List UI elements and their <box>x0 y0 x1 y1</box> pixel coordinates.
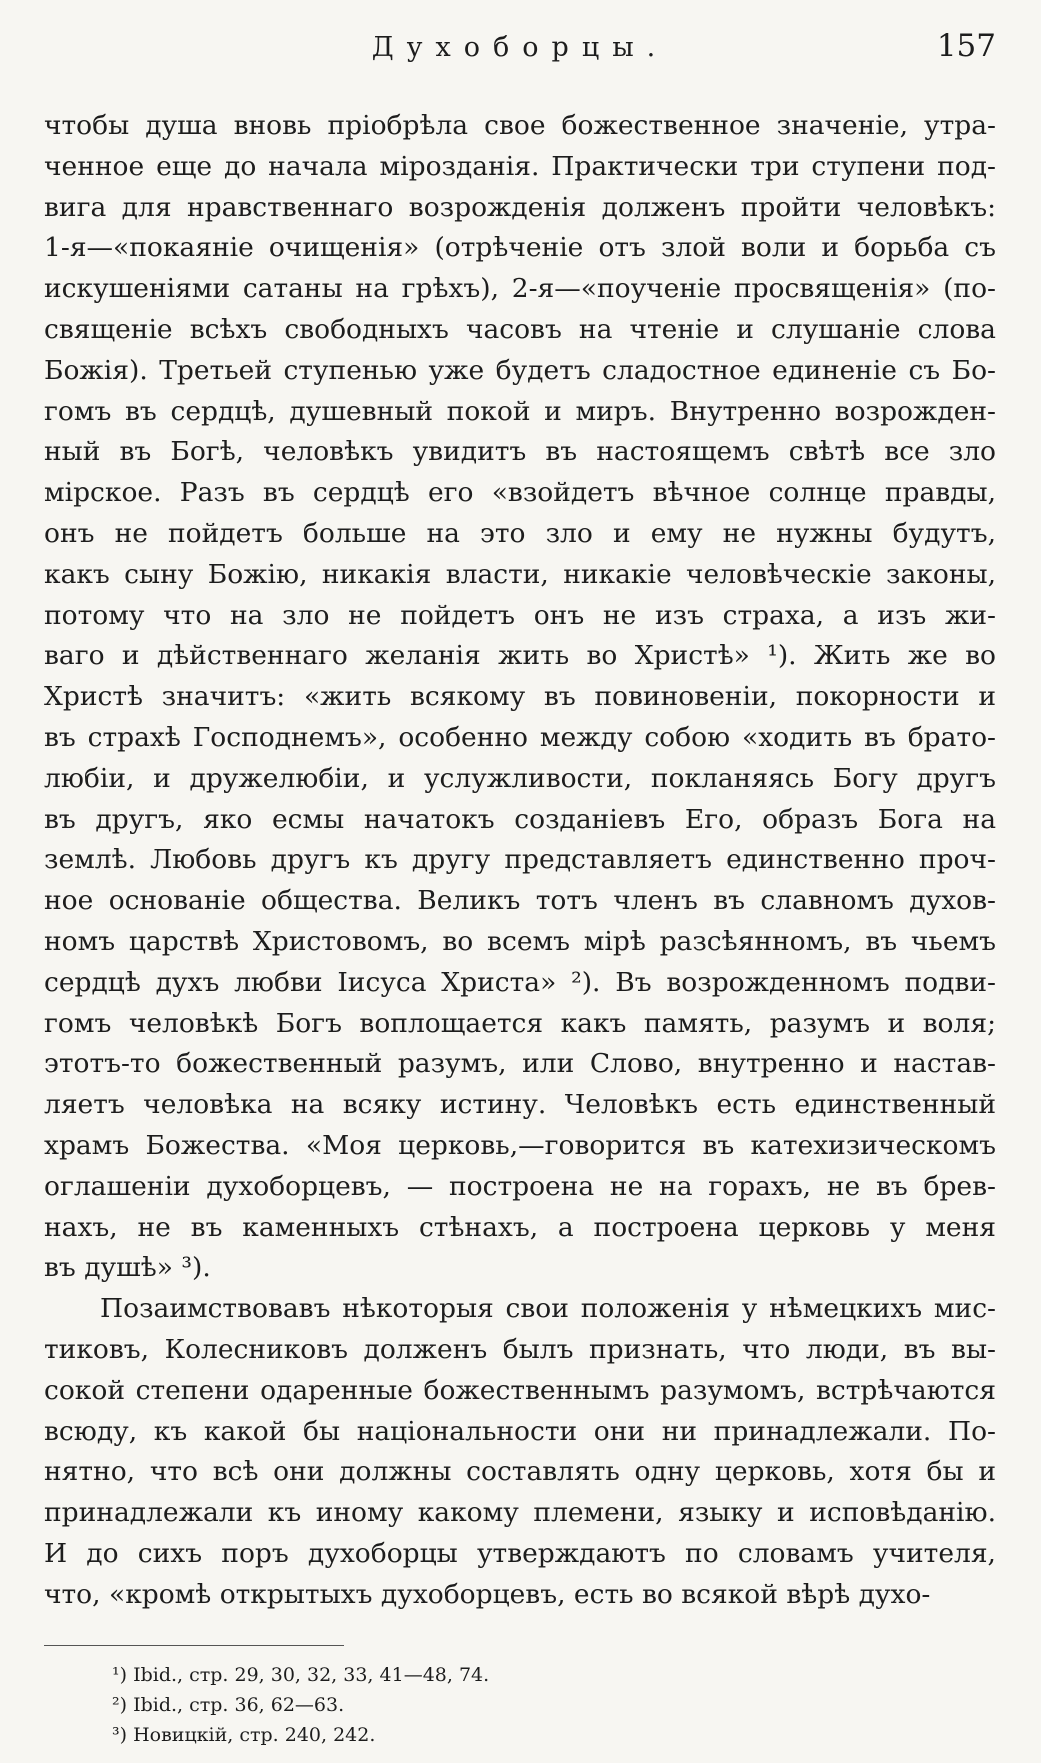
text-line: ляетъ человѣка на всяку истину. Человѣкъ есть единственный <box>44 1089 996 1121</box>
footnote-divider <box>44 1645 344 1646</box>
text-line: чтобы душа вновь пріобрѣла свое божественное значеніе, утра- <box>44 110 996 141</box>
footnote: ¹) Ibid., стр. 29, 30, 32, 33, 41—48, 74. <box>112 1664 490 1687</box>
footnote: ²) Ibid., стр. 36, 62—63. <box>112 1694 345 1717</box>
text-line: мірское. Разъ въ сердцѣ его «взойдетъ вѣчное солнце правды, <box>44 477 996 509</box>
text-line: въ другъ, яко есмы начатокъ созданіевъ Его, образъ Бога на <box>44 803 996 835</box>
paragraph <box>44 106 996 1289</box>
text-line: И до сихъ поръ духоборцы утверждаютъ по словамъ учителя, <box>44 1537 996 1569</box>
text-line: ченное еще до начала мірозданія. Практически три ступени под- <box>44 150 996 182</box>
text-line: гомъ въ сердцѣ, душевный покой и миръ. Внутренно возрожден- <box>44 395 996 427</box>
text-line: 1-я—«покаяніе очищенія» (отрѣченіе отъ злой воли и борьба съ <box>44 232 996 264</box>
text-line: вига для нравственнаго возрожденія долженъ пройти человѣкъ: <box>44 191 996 223</box>
text-line: оглашеніи духоборцевъ, — построена не на горахъ, не въ брев- <box>44 1170 996 1202</box>
text-line: онъ не пойдетъ больше на это зло и ему не нужны будутъ, <box>44 517 996 549</box>
text-line: нятно, что всѣ они должны составлять одну церковь, хотя бы и <box>44 1456 996 1488</box>
book-page <box>44 26 996 1750</box>
text-line: Божія). Третьей ступенью уже будетъ сладостное единеніе съ Бо- <box>44 354 996 386</box>
text-line: Позаимствовавъ нѣкоторыя свои положенія у нѣмецкихъ мис- <box>100 1293 996 1325</box>
text-line: ное основаніе общества. Великъ тотъ членъ въ славномъ духов- <box>44 885 996 917</box>
text-line: что, «кромѣ открытыхъ духоборцевъ, есть во всякой вѣрѣ духо- <box>44 1578 931 1610</box>
text-line: номъ царствѣ Христовомъ, во всемъ мірѣ разсѣянномъ, въ чьемъ <box>44 925 996 957</box>
running-title: Духоборцы. <box>371 32 669 63</box>
text-line: потому что на зло не пойдетъ онъ не изъ страха, а изъ жи- <box>44 599 996 631</box>
text-line: храмъ Божества. «Моя церковь,—говорится въ катехизическомъ <box>44 1129 996 1161</box>
page-number: 157 <box>936 28 996 64</box>
text-line: въ душѣ» ³). <box>44 1252 211 1284</box>
running-head <box>44 26 996 76</box>
text-line: ваго и дѣйственнаго желанія жить во Христѣ» ¹). Жить же во <box>44 640 996 672</box>
text-line: тиковъ, Колесниковъ долженъ былъ признать, что люди, въ вы- <box>44 1333 996 1365</box>
text-line: какъ сыну Божію, никакія власти, никакіе человѣческіе законы, <box>44 558 996 590</box>
footnotes <box>44 1660 996 1750</box>
text-line: сокой степени одаренные божественнымъ разумомъ, встрѣчаются <box>44 1374 996 1406</box>
footnote: ³) Новицкій, стр. 240, 242. <box>112 1724 376 1747</box>
text-line: нахъ, не въ каменныхъ стѣнахъ, а построена церковь у меня <box>44 1211 996 1243</box>
body-text <box>44 106 996 1615</box>
text-line: въ страхѣ Господнемъ», особенно между собою «ходить въ брато- <box>44 721 996 753</box>
text-line: этотъ-то божественный разумъ, или Слово, внутренно и настав- <box>44 1048 996 1080</box>
text-line: ный въ Богѣ, человѣкъ увидитъ въ настоящемъ свѣтѣ все зло <box>44 436 996 468</box>
text-line: всюду, къ какой бы національности они ни принадлежали. По- <box>44 1415 996 1447</box>
text-line: сердцѣ духъ любви Іисуса Христа» ²). Въ возрожденномъ подви- <box>44 966 996 998</box>
text-line: искушеніями сатаны на грѣхъ), 2-я—«поученіе просвященія» (по- <box>44 273 996 305</box>
text-line: землѣ. Любовь другъ къ другу представляетъ единственно проч- <box>44 844 996 876</box>
text-line: гомъ человѣкѣ Богъ воплощается какъ память, разумъ и воля; <box>44 1007 996 1039</box>
text-line: Христѣ значитъ: «жить всякому въ повиновеніи, покорности и <box>44 681 996 713</box>
text-line: священіе всѣхъ свободныхъ часовъ на чтеніе и слушаніе слова <box>44 313 996 345</box>
text-line: любіи, и дружелюбіи, и услужливости, покланяясь Богу другъ <box>44 762 996 794</box>
text-line: принадлежали къ иному какому племени, языку и исповѣданію. <box>44 1497 996 1529</box>
paragraph <box>44 1289 996 1615</box>
